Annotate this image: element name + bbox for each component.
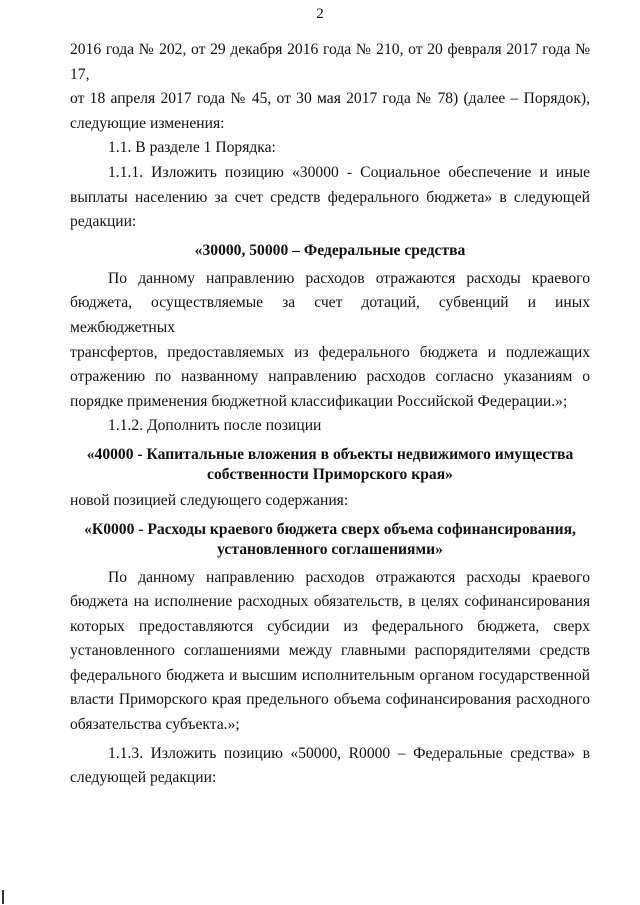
heading-k0000 — [70, 520, 590, 560]
text-line: обязательства субъекта.»; — [70, 716, 240, 734]
paragraph-1-1-1 — [70, 161, 590, 235]
heading-line: «К0000 - Расходы краевого бюджета сверх объема софинансирования, — [84, 520, 576, 538]
paragraph-1-1-3 — [70, 742, 590, 791]
text-line: бюджета, осуществляемые за счет дотаций, субвенций и иных межбюджетных — [70, 294, 590, 336]
text-line: федерального бюджета и высшим исполнительным органом государственной — [70, 666, 590, 684]
text-line: порядке применения бюджетной классификации Российской Федерации.»; — [70, 392, 568, 410]
text-line: трансфертов, предоставляемых из федерального бюджета и подлежащих — [70, 343, 590, 361]
paragraph-intro — [70, 38, 590, 136]
heading-line: «30000, 50000 – Федеральные средства — [194, 241, 466, 259]
text-line: отражению по названному направлению расходов согласно указаниям о — [70, 368, 590, 386]
paragraph-federal-description — [70, 267, 590, 415]
paragraph-1-1-2 — [70, 414, 590, 439]
heading-line: «40000 - Капитальные вложения в объекты недвижимого имущества — [86, 445, 574, 463]
text-line: следующие изменения: — [70, 114, 225, 132]
heading-line: установленного соглашениями» — [217, 540, 443, 558]
text-line: власти Приморского края предельного объема софинансирования расходного — [70, 691, 590, 709]
text-line: выплаты населению за счет средств федерального бюджета» в следующей — [70, 188, 590, 206]
text-line: По данному направлению расходов отражаются расходы краевого — [108, 568, 590, 586]
paragraph-new-position — [70, 489, 590, 514]
paragraph-1-1 — [70, 136, 590, 161]
text-line: 1.1.3. Изложить позицию «50000, R0000 – Федеральные средства» в — [108, 744, 590, 762]
text-line: 1.1. В разделе 1 Порядка: — [108, 139, 276, 157]
text-line: которых предоставляются субсидии из федерального бюджета, сверх — [70, 617, 590, 635]
text-line: По данному направлению расходов отражаются расходы краевого — [108, 269, 590, 287]
document-body — [70, 38, 590, 791]
text-line: 1.1.2. Дополнить после позиции — [108, 417, 322, 435]
text-line: 2016 года № 202, от 29 декабря 2016 года № 210, от 20 февраля 2017 года № 17, — [70, 41, 590, 83]
heading-capital-investments — [70, 445, 590, 485]
text-line: установленного соглашениями между главными распорядителями средств — [70, 642, 590, 660]
text-line: бюджета на исполнение расходных обязательств, в целях софинансирования — [70, 593, 590, 611]
heading-federal-funds — [70, 241, 590, 261]
scan-margin-mark — [2, 890, 4, 904]
text-line: новой позицией следующего содержания: — [70, 491, 349, 509]
text-line: 1.1.1. Изложить позицию «30000 - Социальное обеспечение и иные — [108, 163, 590, 181]
page-number: 2 — [316, 6, 324, 22]
text-line: редакции: — [70, 213, 137, 231]
text-line: от 18 апреля 2017 года № 45, от 30 мая 2017 года № 78) (далее – Порядок), — [70, 90, 590, 108]
paragraph-k0000-description — [70, 566, 590, 738]
heading-line: собственности Приморского края» — [207, 465, 453, 483]
text-line: следующей редакции: — [70, 769, 217, 787]
